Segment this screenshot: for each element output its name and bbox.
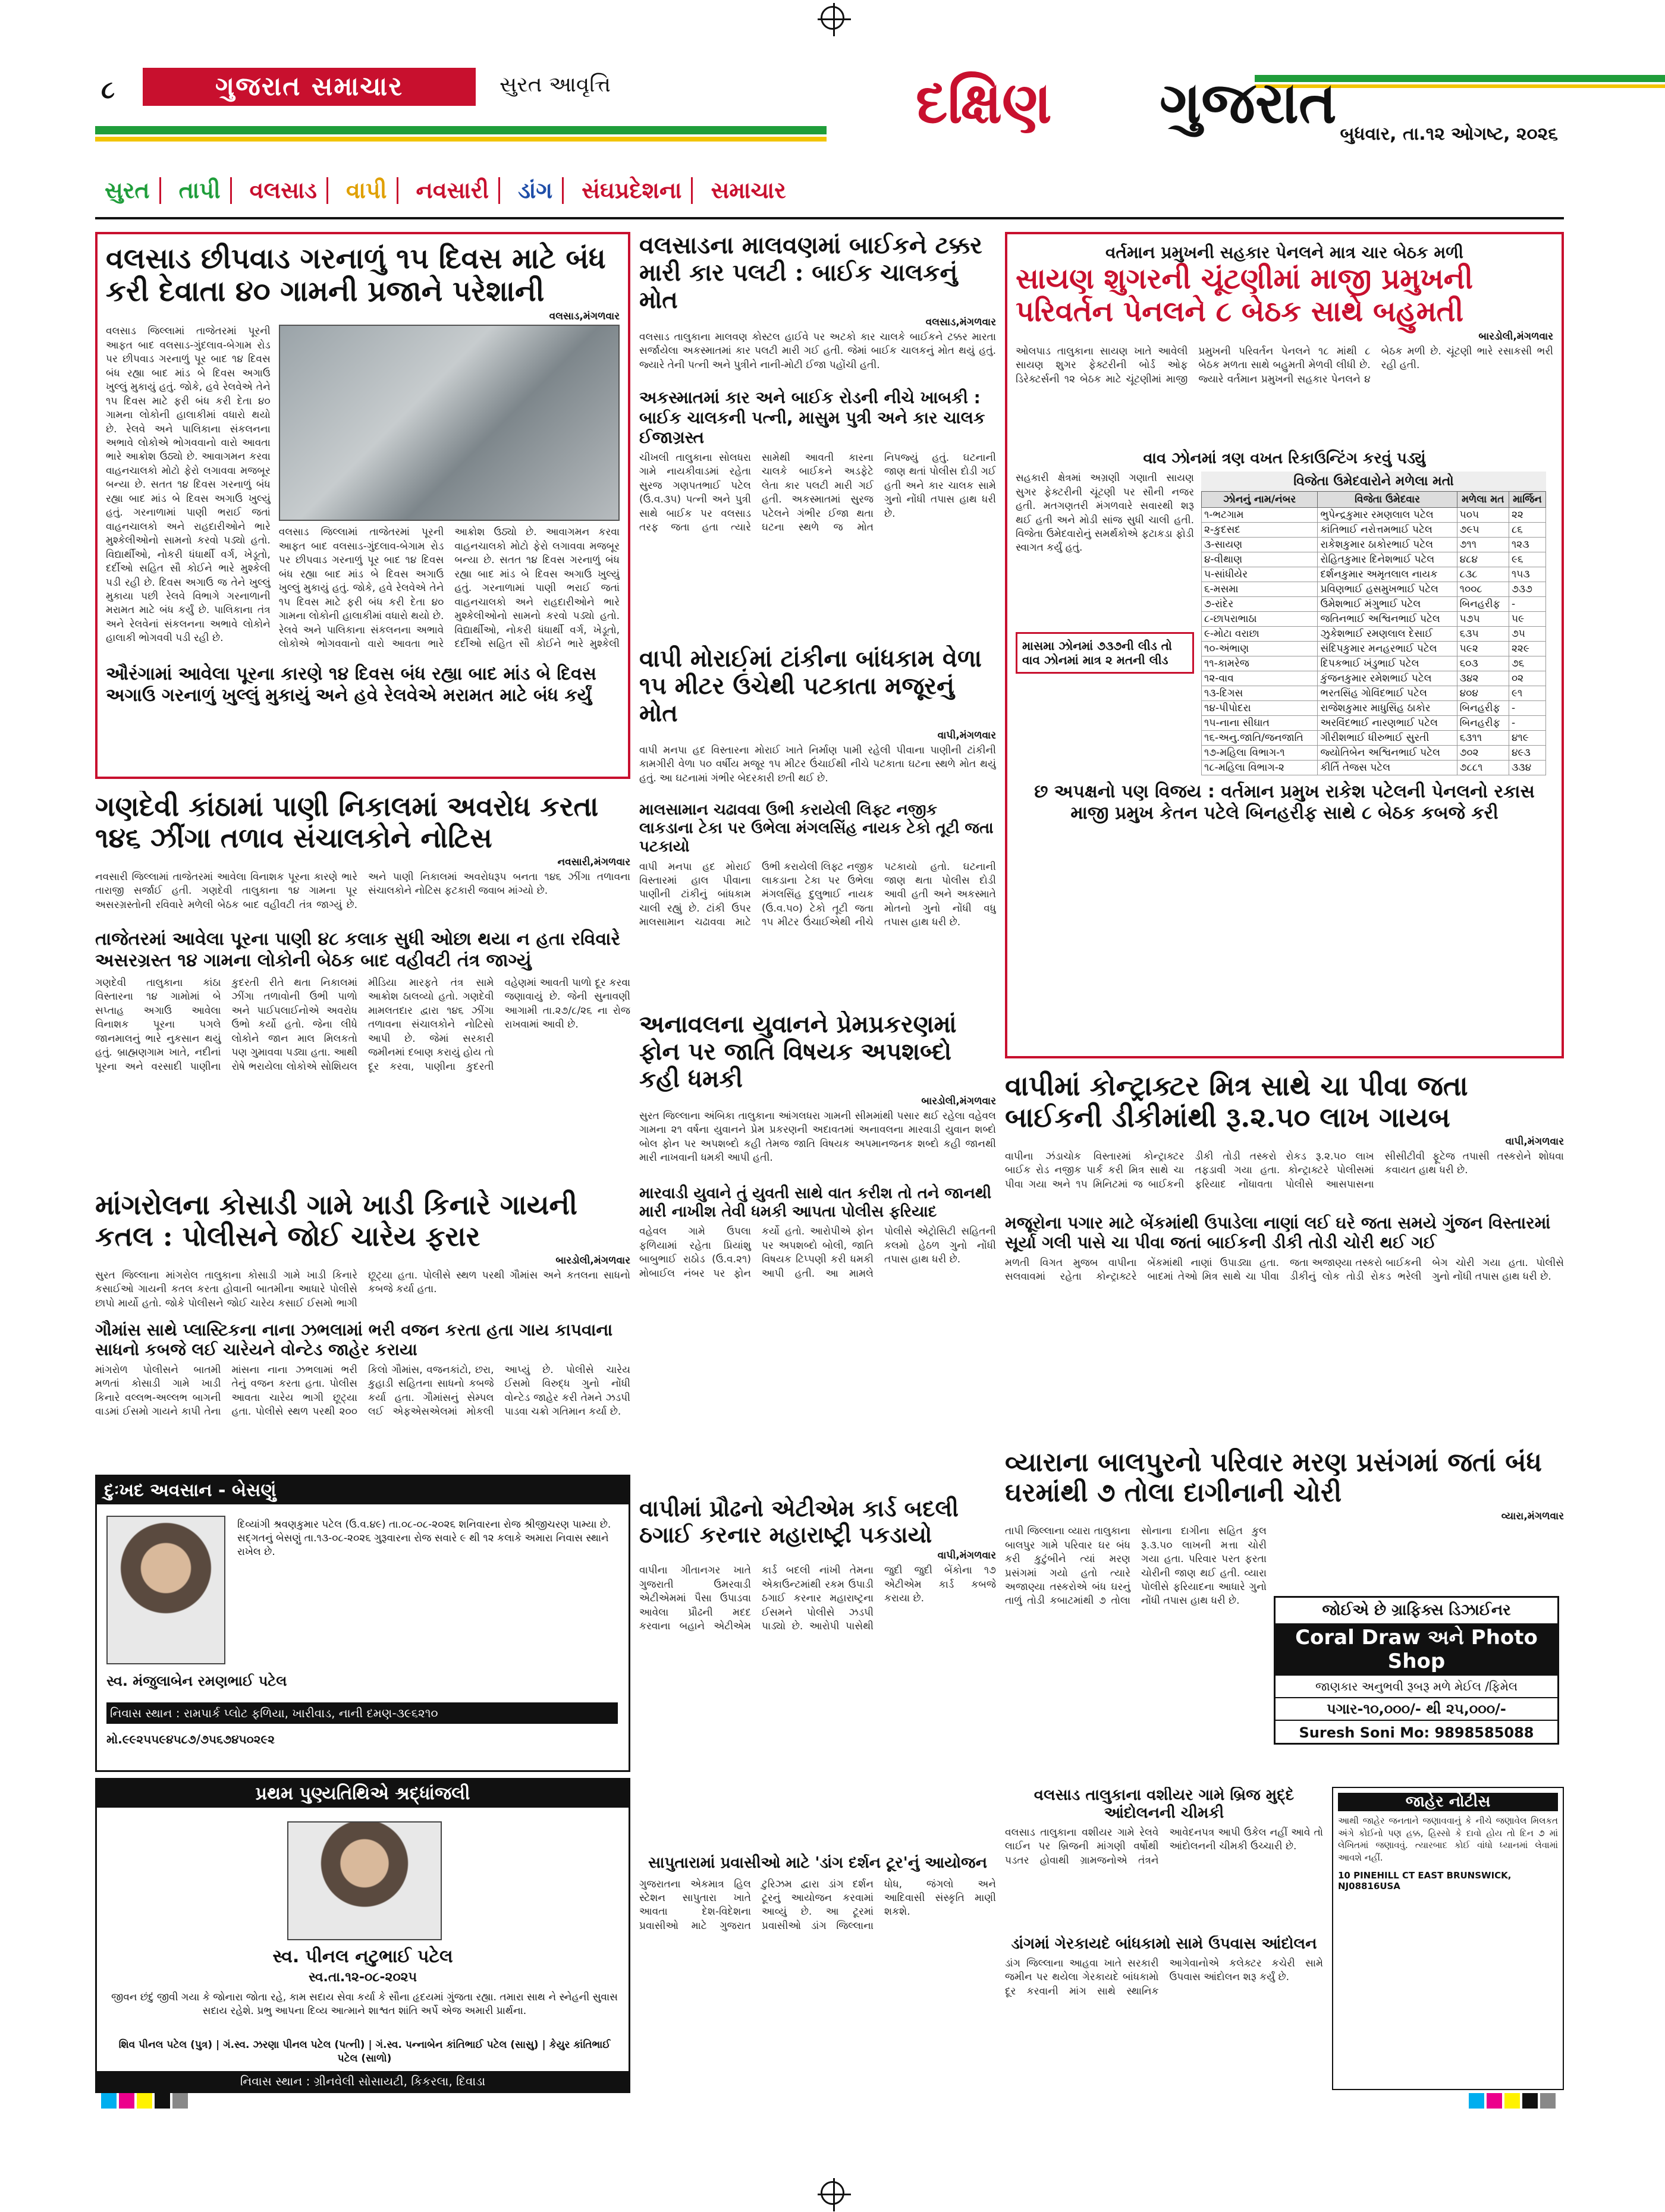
article-body: સહકારી ક્ષેત્રમાં અગ્રણી ગણાતી સાયણ સુગર ફેક્ટરીની ચૂંટણી પર સૌની નજર હતી. મતગણતરી મંગળવારે સવારથી શરૂ થઈ હતી અને મોડી સાંજ સુધી ચાલી હતી. વિજેતા ઉમેદવારોનું સમર્થકોએ ફટાકડા ફોડી સ્વાગત કર્યું હતું. xyxy=(1016,472,1194,554)
article-headline: વલસાડ તાલુકાના વશીયર ગામે બ્રિજ મુદ્દે આંદોલનની ચીમકી xyxy=(1033,1787,1295,1822)
saputara-body: ગુજરાતના એકમાત્ર હિલ સ્ટેશન સાપુતારા ખાતે આવતા દેશ-વિદેશના પ્રવાસીઓ માટે ગુજરાત ટુરિઝમ દ્વારા ડાંગ દર્શન ટૂરનું આયોજન કરવામાં આવ્યું છે. આ ટૂરમાં પ્રવાસીઓ ડાંગ જિલ્લાના ધોધ, જંગલો અને આદિવાસી સંસ્કૃતિ માણી શકશે. xyxy=(639,1878,996,1932)
table-cell: ૨૨૯ xyxy=(1509,642,1545,656)
section-title xyxy=(827,64,1564,159)
table-cell: ૮૩૮ xyxy=(1457,567,1509,582)
nav-item-navsari[interactable]: નવસારી xyxy=(407,177,501,204)
table-cell: બિનહરીફ xyxy=(1457,597,1509,612)
table-row xyxy=(1202,627,1546,642)
table-cell: ૬૦૩ xyxy=(1457,656,1509,671)
color-chip xyxy=(155,2093,170,2109)
table-cell: ૬૩૧૧ xyxy=(1457,731,1509,746)
tribute-text: જીવન છંદું જીવી ગયા કે જોનારા જોતા રહે, કામ સદાય સેવા કર્યા કે સૌના હૃદયમાં ગુંજતા રહ્યા. તમારા સાથ ને સ્નેહની સુવાસ સદાય રહેશે. પ્રભુ આપના દિવ્ય આત્માને શાશ્વત શાંતિ અર્પે એજ અમારી પ્રાર્થના. xyxy=(111,1991,618,2017)
article-body: ડાંગ જિલ્લાના આહવા ખાતે સરકારી જમીન પર થયેલા ગેરકાયદે બાંધકામો દૂર કરવાની માંગ સાથે સ્થાનિક આગેવાનોએ કલેક્ટર કચેરી સામે ઉપવાસ આંદોલન શરૂ કર્યું છે. xyxy=(1005,1957,1323,1997)
article-intro: સુરત જિલ્લાના અંબિકા તાલુકાના આંગલધરા ગામની સીમમાંથી પસાર થઈ રહેલા વહેવલ ગામના ૨૧ વર્ષના યુવાનને પ્રેમ પ્રકરણની અદાવતમાં અનાવલના મારવાડી યુવાન શબ્દો બોલ ફોન પર અપશબ્દો કહી તેમજ જાતિ વિષયક અપમાનજનક શબ્દો કહી જાનથી મારી નાખવાની ધમકી આપી હતી. xyxy=(639,1110,996,1164)
article-byline: બારડોલી,મંગળવાર xyxy=(1478,330,1553,343)
table-cell: રાજેશકુમાર માધુસિંહ ઠાકોર xyxy=(1318,701,1457,716)
table-cell: ૭૯૫ xyxy=(1457,523,1509,538)
article-headline: વાપીમાં કોન્ટ્રાક્ટર મિત્ર સાથે ચા પીવા જતા બાઈકની ડીકીમાંથી રૂ.૨.૫૦ લાખ ગાયબ xyxy=(1005,1070,1468,1133)
article-body: વલસાડ તાલુકાના વશીયર ગામે રેલવે લાઈન પર બ્રિજની માંગણી વર્ષોથી પડતર હોવાથી ગ્રામજનોએ તંત્રને આવેદનપત્ર આપી ઉકેલ નહીં આવે તો આંદોલનની ચીમકી ઉચ્ચારી છે. xyxy=(1005,1826,1323,1867)
table-row xyxy=(1202,746,1546,761)
article-body-continued: વલસાડ જિલ્લામાં તાજેતરમાં પૂરની આફત બાદ વલસાડ-ગુંદલાવ-બેગામ રોડ પર છીપવાડ ગરનાળું પૂર બાદ ૧૪ દિવસ બંધ રહ્યા બાદ માંડ બે દિવસ અગાઉ ખુલ્લું મુકાયું હતું. જોકે, હવે રેલવેએ તેને ૧૫ દિવસ માટે ફરી બંધ કરી દેતા ૪૦ ગામના લોકોની હાલાકીમાં વધારો થયો છે. રેલવે અને પાલિકાના સંકલનના અભાવે લોકોએ ભોગવવાનો વારો આવતા ભારે આક્રોશ ઉઠ્યો છે. આવાગમન કરવા વાહનચાલકો મોટો ફેરો લગાવવા મજબૂર બન્યા છે. સતત ૧૪ દિવસ ગરનાળું બંધ રહ્યા બાદ માંડ બે દિવસ અગાઉ ખુલ્યું હતું. ગરનાળામાં પાણી ભરાઈ જતાં વાહનચાલકો અને રાહદારીઓને ભારે મુશ્કેલીઓનો સામનો કરવો પડ્યો હતો. વિદ્યાર્થીઓ, નોકરી ધંધાર્થી વર્ગ, ખેડૂતો, દર્દીઓ સહિત સૌ કોઈને ભારે મુશ્કેલી xyxy=(278,526,620,650)
table-row xyxy=(1202,731,1546,746)
ad-software: Coral Draw અને Photo Shop xyxy=(1276,1623,1557,1676)
color-strip-left xyxy=(101,2093,188,2109)
article-byline: વાપી,મંગળવાર xyxy=(937,1550,996,1562)
table-cell: ૧૪-પીપોદરા xyxy=(1202,701,1318,716)
table-cell: ૪૦૪ xyxy=(1457,686,1509,701)
article-headline: ડાંગમાં ગેરકાયદે બાંધકામો સામે ઉપવાસ આંદોલન xyxy=(1011,1936,1317,1953)
table-cell: ૧-ભટગામ xyxy=(1202,508,1318,523)
article-gandevi-notice xyxy=(95,791,630,1183)
article-vyara-jewel-theft xyxy=(1005,1448,1564,1781)
table-cell: કુંજનકુમાર રમેશભાઈ પટેલ xyxy=(1318,671,1457,686)
nav-item-sanghpradesh[interactable]: સંઘપ્રદેશના xyxy=(572,177,693,204)
table-row xyxy=(1202,582,1546,597)
obituary-address: નિવાસ સ્થાન : રામપાર્ક પ્લોટ ફળિયા, ખારીવાડ, નાની દમણ-૩૯૬૨૧૦ xyxy=(106,1702,618,1724)
article-headline: અનાવલના યુવાનને પ્રેમપ્રકરણમાં ફોન પર જાતિ વિષયક અપશબ્દો કહી ધમકી xyxy=(639,1011,957,1093)
results-table xyxy=(1201,491,1546,775)
spacer xyxy=(416,1522,630,1528)
article-subheadline: મજૂરોના પગાર માટે બેંકમાંથી ઉપાડેલા નાણાં લઈ ઘરે જતા સમયે ગુંજન વિસ્તારમાં સૂર્યા ગલી પાસે ચા પીવા જતાં બાઈકની ડીકી તોડી ચોરી થઈ ગઈ xyxy=(1005,1212,1551,1253)
nav-item-samachar[interactable]: સમાચાર xyxy=(711,177,786,203)
color-chip xyxy=(1504,2093,1520,2109)
table-cell: ૨-કુદસદ xyxy=(1202,523,1318,538)
table-cell: ઉમેશભાઈ મંગુભાઈ પટેલ xyxy=(1318,597,1457,612)
table-cell: ૩૩૪ xyxy=(1509,761,1545,775)
article-vapi-atm-fraud xyxy=(639,1495,996,2090)
table-cell: ૯-મોટા વરાછા xyxy=(1202,627,1318,642)
table-cell: ભુપેન્દ્રકુમાર રમણલાલ પટેલ xyxy=(1318,508,1457,523)
color-chip xyxy=(172,2093,188,2109)
article-byline: વલસાડ,મંગળવાર xyxy=(549,310,620,323)
spacer-2 xyxy=(639,1498,645,1504)
table-cell: કીર્તિ તેજસ પટેલ xyxy=(1318,761,1457,775)
table-cell: ૭૫ xyxy=(1509,627,1545,642)
article-body: વાપીના ગીતાનગર ખાતે ગુજરાતી ઉમરવાડી એટીએમમાં પૈસા ઉપાડવા આવેલા પ્રૌઢની મદદ કરવાના બહાને એટીએમ કાર્ડ બદલી નાંખી તેમના એકાઉન્ટમાંથી રકમ ઉપાડી ઠગાઈ કરનાર મહારાષ્ટ્રના ઈસમને પોલીસે ઝડપી પાડ્યો છે. આરોપી પાસેથી જુદી જુદી બેંકોના ૧૭ એટીએમ કાર્ડ કબજે કરાયા છે. xyxy=(639,1564,996,1633)
nav-item-surat[interactable]: સુરત xyxy=(95,177,161,204)
table-cell: ૮-છાપરાભાઠા xyxy=(1202,612,1318,627)
table-row xyxy=(1202,567,1546,582)
table-row xyxy=(1202,642,1546,656)
results-column-header: માર્જિન xyxy=(1509,492,1545,508)
table-cell: ૫૯૨ xyxy=(1457,642,1509,656)
article-headline: માંગરોલના કોસાડી ગામે ખાડી કિનારે ગાયની કતલ : પોલીસને જોઈ ચારેય ફરાર xyxy=(95,1189,577,1252)
table-cell: ૭-રાંદેર xyxy=(1202,597,1318,612)
article-lead-in: વર્તમાન પ્રમુખની સહકાર પેનલને માત્ર ચાર બેઠક મળી xyxy=(1105,243,1464,262)
table-cell: ૧૫-નાના સીઘાત xyxy=(1202,716,1318,731)
tribute-name: સ્વ. પીનલ નટુભાઈ પટેલ xyxy=(272,1946,453,1967)
table-cell: પ્રવિણભાઈ હસમુખભાઈ પટેલ xyxy=(1318,582,1457,597)
table-cell: ૯૬ xyxy=(1509,552,1545,567)
article-subheadline: મારવાડી યુવાને તું યુવતી સાથે વાત કરીશ તો તને જાનથી મારી નાખીશ તેવી ધમકી આપતા પોલીસ ફરિયાદ xyxy=(639,1184,992,1221)
table-cell: ૧૭-મહિલા વિભાગ-૧ xyxy=(1202,746,1318,761)
article-byline: વાપી,મંગળવાર xyxy=(1505,1135,1564,1148)
tribute-address: નિવાસ સ્થાન : ગ્રીનવેલી સોસાયટી, કિકરલા, દિવાડા xyxy=(97,2071,629,2091)
table-cell: ૮૬ xyxy=(1509,523,1545,538)
color-chip xyxy=(119,2093,134,2109)
section-title-black: ગુજરાત xyxy=(1160,69,1337,136)
results-column-header: વિજેતા ઉમેદવાર xyxy=(1318,492,1457,508)
table-cell: રાકેશકુમાર ઠાકોરભાઈ પટેલ xyxy=(1318,538,1457,552)
color-chip xyxy=(1487,2093,1502,2109)
article-vapi-worker-death xyxy=(639,645,996,1002)
saputara-headline: સાપુતારામાં પ્રવાસીઓ માટે 'ડાંગ દર્શન ટૂર'નું આયોજન xyxy=(648,1854,987,1872)
article-subheadline: ઔરંગામાં આવેલા પૂરના કારણે ૧૪ દિવસ બંધ રહ્યા બાદ માંડ બે દિવસ અગાઉ ગરનાળું ખુલ્લું મુકાયું અને હવે રેલવેએ મરામત માટે બંધ કર્યું xyxy=(106,664,596,706)
table-cell: જતિનભાઈ અશ્વિનભાઈ પટેલ xyxy=(1318,612,1457,627)
article-side-note: માસમા ઝોનમાં ૭૩૭ની લીડ તો વાવ ઝોનમાં માત્ર ૨ મતની લીડ xyxy=(1016,632,1194,674)
article-body: વલસાડ જિલ્લામાં તાજેતરમાં પૂરની આફત બાદ વલસાડ-ગુંદલાવ-બેગામ રોડ પર છીપવાડ ગરનાળું પૂર બાદ ૧૪ દિવસ બંધ રહ્યા બાદ માંડ બે દિવસ અગાઉ ખુલ્લું મુકાયું હતું. જોકે, હવે રેલવેએ તેને ૧૫ દિવસ માટે ફરી બંધ કરી દેતા ૪૦ ગામના લોકોની હાલાકીમાં વધારો થયો છે. રેલવે અને પાલિકાના સંકલનના અભાવે લોકોએ ભોગવવાનો વારો આવતા ભારે આક્રોશ ઉઠ્યો છે. આવાગમન કરવા વાહનચાલકો મોટો ફેરો લગાવવા મજબૂર બન્યા છે. સતત ૧૪ દિવસ ગરનાળું બંધ રહ્યા બાદ માંડ બે દિવસ અગાઉ ખુલ્યું હતું. ગરનાળામાં પાણી ભરાઈ જતાં વાહનચાલકો અને રાહદારીઓને ભારે મુશ્કેલીઓનો સામનો કરવો પડ્યો હતો. વિદ્યાર્થીઓ, નોકરી ધંધાર્થી વર્ગ, ખેડૂતો, દર્દીઓ સહિત સૌ કોઈને ભારે મુશ્કેલી પડી રહી છે. દિવસ અગાઉ જ તેને ખુલ્લું મુકાયા પછી રેલવે વિભાગે ગરનાળાની મરામત માટે બંધ કર્યું છે. પાલિકાના તંત્ર અને રેલવેનાં સંકલનના અભાવે લોકોને હાલાકી ભોગવવી પડી રહી છે. xyxy=(106,325,271,645)
obituary-text: દિવ્યાંગી શ્રવણકુમાર પટેલ (ઉ.વ.૪૯) તા.૦૮-૦૮-૨૦૨૬ શનિવારના રોજ શ્રીજીચરણ પામ્યા છે. સદ્‌ગતનું બેસણું તા.૧૩-૦૮-૨૦૨૬ ગુરૂવારના રોજ સવારે ૯ થી ૧૨ કલાકે અમારા નિવાસ સ્થાને રાખેલ છે. xyxy=(237,1519,611,1558)
paper-name-logo: ગુજરાત સમાચાર xyxy=(143,68,476,106)
article-byline: બારડોલી,મંગળવાર xyxy=(555,1254,630,1267)
article-kosadi-cattle xyxy=(95,1189,630,1463)
nav-rule xyxy=(95,217,1564,219)
nav-item-valsad[interactable]: વલસાડ xyxy=(240,177,328,204)
page-number: ૮ xyxy=(101,75,115,104)
table-row xyxy=(1202,716,1546,731)
article-subheadline: અકસ્માતમાં કાર અને બાઈક રોડની નીચે ખાબકી : બાઈક ચાલકની પત્ની, માસુમ પુત્રી અને કાર ચાલક ઈજાગ્રસ્ત xyxy=(639,388,985,448)
color-strip-right xyxy=(1469,2093,1556,2109)
table-cell: ૭૩૭ xyxy=(1509,582,1545,597)
masthead-yellow-bar xyxy=(95,137,827,142)
table-cell: ૪-વીથાણ xyxy=(1202,552,1318,567)
article-malvan-accident xyxy=(639,232,996,636)
table-cell: ૫-સાંધીયેર xyxy=(1202,567,1318,582)
table-cell: ૧૮-મહિલા વિભાગ-૨ xyxy=(1202,761,1318,775)
table-cell: ૫૦૫ xyxy=(1457,508,1509,523)
table-row xyxy=(1202,523,1546,538)
table-cell: બિનહરીફ xyxy=(1457,716,1509,731)
table-cell: - xyxy=(1509,701,1545,716)
table-row xyxy=(1202,538,1546,552)
table-row xyxy=(1202,761,1546,775)
table-cell: ગીરીશભાઈ ધીરુભાઈ સુરતી xyxy=(1318,731,1457,746)
table-cell: ૧૦૦૮ xyxy=(1457,582,1509,597)
obituary-name: સ્વ. મંજુલાબેન રમણભાઈ પટેલ xyxy=(106,1673,287,1689)
table-cell: ૦૨ xyxy=(1509,671,1545,686)
article-headline: વલસાડ છીપવાડ ગરનાળું ૧૫ દિવસ માટે બંધ કરી દેવાતા ૪૦ ગામની પ્રજાને પરેશાની xyxy=(106,242,606,309)
table-cell: ૧૩-દિગસ xyxy=(1202,686,1318,701)
results-column-header: મળેલા મત xyxy=(1457,492,1509,508)
obituary-tribute xyxy=(95,1778,630,2093)
table-cell: સંદિપકુમાર મનહરભાઈ પટેલ xyxy=(1318,642,1457,656)
ad-line: જાણકાર અનુભવી રૂબરૂ મળે મેઈલ /ફિમેલ xyxy=(1315,1679,1518,1694)
table-cell: ૪૧૯ xyxy=(1509,731,1545,746)
table-row xyxy=(1202,686,1546,701)
table-cell: ૪૯૩ xyxy=(1509,746,1545,761)
table-cell: ભરતસિંહ ગોવિંદભાઈ પટેલ xyxy=(1318,686,1457,701)
ad-title: જોઈએ છે ગ્રાફિક્સ ડિઝાઈનર xyxy=(1322,1601,1511,1620)
table-cell: ૧૨૩ xyxy=(1509,538,1545,552)
tribute-date: સ્વ.તા.૧૨-૦૮-૨૦૨૫ xyxy=(308,1970,417,1985)
color-chip xyxy=(1540,2093,1556,2109)
article-subheadline: માલસામાન ચઢાવવા ઉભી કરાયેલી લિફ્ટ નજીક લાકડાના ટેકા પર ઉભેલા મંગલસિંહ નાયક ટેકો તૂટી જતા પટકાયો xyxy=(639,801,994,856)
notice-title: જાહેર નોટીસ xyxy=(1338,1793,1558,1811)
article-headline: વાપી મોરાઈમાં ટાંકીના બાંધકામ વેળા ૧૫ મીટર ઉંચેથી પટકાતા મજૂરનું મોત xyxy=(639,645,982,727)
table-cell: ૭૬ xyxy=(1509,656,1545,671)
article-sayan-sugar-election xyxy=(1005,232,1564,1058)
article-subheadline: તાજેતરમાં આવેલા પૂરના પાણી ૪૮ કલાક સુધી ઓછા થયા ન હતા રવિવારે અસરગ્રસ્ત ૧૪ ગામના લોકોની બેઠક બાદ વહીવટી તંત્ર જાગ્યું xyxy=(95,928,621,971)
edition-label: સુરત આવૃત્તિ xyxy=(500,73,611,97)
table-cell: ૧૬-અનુ.જાતિ/જનજાતિ xyxy=(1202,731,1318,746)
article-headline: વલસાડના માલવણમાં બાઈકને ટક્કર મારી કાર પલટી : બાઈક ચાલકનું મોત xyxy=(639,232,982,314)
table-cell: ઝુકેશભાઈ રમણલાલ દેસાઈ xyxy=(1318,627,1457,642)
ad-salary: પગાર-૧૦,૦૦૦/- થી ૨૫,૦૦૦/- xyxy=(1276,1697,1557,1721)
notice-body: આથી જાહેર જનતાને જણાવવાનું કે નીચે જણાવેલ મિલકત અંગે કોઈનો પણ હક્ક, હિસ્સો કે દાવો હોય તો દિન ૭ માં લેખિતમાં જણાવવું. ત્યારબાદ કોઈ વાંધો ધ્યાનમાં લેવામાં આવશે નહીં. xyxy=(1338,1815,1558,1864)
article-body: તાપી જિલ્લાના વ્યારા તાલુકાના બાલપુર ગામે પરિવાર ઘર બંધ કરી કુટુંબીને ત્યાં મરણ પ્રસંગમાં ગયો હતો ત્યારે અજાણ્યા તસ્કરોએ બંધ ઘરનું તાળું તોડી કબાટમાંથી ૭ તોલા સોનાના દાગીના સહિત કુલ રૂ.૩.૫૦ લાખની મત્તા ચોરી ગયા હતા. પરિવાર પરત ફરતા ચોરીની જાણ થઈ હતી. વ્યારા પોલીસે ફરિયાદના આધારે ગુનો નોંધી તપાસ હાથ ધરી છે. xyxy=(1005,1525,1267,1607)
masthead xyxy=(95,64,1564,159)
section-title-red: દક્ષિણ xyxy=(916,69,1052,136)
table-cell: ૧૨-વાવ xyxy=(1202,671,1318,686)
article-headline: ગણદેવી કાંઠામાં પાણી નિકાલમાં અવરોધ કરતા ૧૪૬ ઝીંગા તળાવ સંચાલકોને નોટિસ xyxy=(95,791,599,854)
table-row xyxy=(1202,508,1546,523)
table-cell: ૩-સાયણ xyxy=(1202,538,1318,552)
color-chip xyxy=(101,2093,117,2109)
nav-item-tapi[interactable]: તાપી xyxy=(169,177,232,204)
article-dang-protest xyxy=(1005,1936,1323,2090)
tribute-heading: પ્રથમ પુણ્યતિથિએ શ્રદ્ધાંજલી xyxy=(97,1780,629,1808)
table-cell: ૧૫૩ xyxy=(1509,567,1545,582)
public-notice xyxy=(1332,1787,1564,2090)
article-headline: વાપીમાં પ્રૌઢનો એટીએમ કાર્ડ બદલી ઠગાઈ કરનાર મહારાષ્ટ્રી પકડાયો xyxy=(639,1495,959,1548)
results-table-title: વિજેતા ઉમેદવારોને મળેલા મતો xyxy=(1201,472,1546,491)
table-row xyxy=(1202,552,1546,567)
article-body: વાપી મનપા હદ મોરાઈ વિસ્તારમાં હાલ પીવાના પાણીની ટાંકીનું બાંધકામ ચાલી રહ્યું છે. ટાંકી ઉપર માલસામાન ચઢાવવા માટે ઉભી કરાયેલી લિફ્ટ નજીક લાકડાના ટેકા પર ઉભેલા મંગલસિંહ દુલુભાઈ નાયક (ઉ.વ.૫૦) ટેકો તૂટી જતા ૧૫ મીટર ઉંચાઈએથી નીચે પટકાયો હતો. ઘટનાની જાણ થતા પોલીસ દોડી આવી હતી અને અકસ્માતે મોતનો ગુનો નોંધી વધુ તપાસ હાથ ધરી છે. xyxy=(639,860,996,929)
obituary-photo xyxy=(106,1516,225,1664)
article-intro: વલસાડ તાલુકાના માલવણ કોસ્ટલ હાઈવે પર અટકો કાર ચાલકે બાઈકને ટક્કર મારતા સર્જાયેલા અકસ્માતમાં કાર પલટી મારી ગઈ હતી. જેમાં બાઈક ચાલકનું મોત થયું હતું. જ્યારે તેની પત્ની અને પુત્રીને નાની-મોટી ઈજા પહોંચી હતી. xyxy=(639,331,996,371)
article-intro: વાપીના ઝંડાચોક વિસ્તારમાં કોન્ટ્રાક્ટર બાઈક રોડ નજીક પાર્ક કરી મિત્ર સાથે ચા પીવા ગયા અને ૧૫ મિનિટમાં જ બાઈકની ડીકી તોડી તસ્કરો રોકડ રૂ.૨.૫૦ લાખ તફડાવી ગયા હતા. કોન્ટ્રાક્ટરે પોલીસમાં ફરિયાદ નોંધાવતા પોલીસે આસપાસના સીસીટીવી ફૂટેજ તપાસી તસ્કરોને શોધવા કવાયત હાથ ધરી છે. xyxy=(1005,1150,1564,1190)
ad-graphic-designer xyxy=(1274,1596,1559,1745)
article-byline: વાપી,મંગળવાર xyxy=(937,730,996,741)
results-column-header: ઝોનનું નામ/નંબર xyxy=(1202,492,1318,508)
article-vashiyar-bridge xyxy=(1005,1787,1323,1930)
article-headline: વ્યારાના બાલપુરનો પરિવાર મરણ પ્રસંગમાં જતાં બંધ ઘરમાંથી ૭ તોલા દાગીનાની ચોરી xyxy=(1005,1448,1543,1508)
color-chip xyxy=(1469,2093,1484,2109)
obituary-phone: મો.૯૯૨૫૫૯૪૫૮૭/૭૫૬૭૪૫૦૨૯૨ xyxy=(106,1732,275,1746)
table-cell: બિનહરીફ xyxy=(1457,701,1509,716)
article-intro: વાપી મનપા હદ વિસ્તારના મોરાઈ ખાતે નિર્માણ પામી રહેલી પીવાના પાણીની ટાંકીની કામગીરી વેળા ૫૦ વર્ષીય મજૂર ૧૫ મીટર ઉંચાઈથી નીચે પટકાતા ઘટના સ્થળે મોત થયું હતું. આ ઘટનામાં ગંભીર બેદરકારી છતી થઈ છે. xyxy=(639,744,996,784)
table-cell: ૭૧૧ xyxy=(1457,538,1509,552)
article-subheadline: ગૌમાંસ સાથે પ્લાસ્ટિકના નાના ઝભલામાં ભરી વજન કરતા હતા ગાય કાપવાના સાધનો કબજે લઈ ચારેયને વોન્ટેડ જાહેર કરાયા xyxy=(95,1319,613,1360)
article-body: ચીખલી તાલુકાના સોલધરા ગામે નાયકીવાડમાં રહેતા સુરજ ગણપતભાઈ પટેલ (ઉ.વ.૩૫) પત્ની અને પુત્રી સાથે બાઈક પર વલસાડ તરફ જતા હતા ત્યારે સામેથી આવતી કારના ચાલકે બાઈકને અડફેટે લેતા કાર પલટી મારી ગઈ હતી. અકસ્માતમાં સુરજ પટેલને ગંભીર ઈજા થતા ઘટના સ્થળે જ મોત નિપજ્યું હતું. ઘટનાની જાણ થતાં પોલીસ દોડી ગઈ હતી અને કાર ચાલક સામે ગુનો નોંધી તપાસ હાથ ધરી છે. xyxy=(639,451,996,534)
table-cell: રોહિતકુમાર દિનેશભાઈ પટેલ xyxy=(1318,552,1457,567)
issue-date: બુધવાર, તા.૧૨ ઓગષ્ટ, ૨૦૨૬ xyxy=(1340,124,1558,144)
table-cell: દિપકભાઈ ખંડુભાઈ પટેલ xyxy=(1318,656,1457,671)
article-photo-culvert xyxy=(279,325,620,521)
article-byline: વ્યારા,મંગળવાર xyxy=(1501,1510,1564,1523)
article-anaval-threat xyxy=(639,1011,996,1487)
ad-contact: Suresh Soni Mo: 9898585088 xyxy=(1299,1724,1534,1742)
registration-mark-top xyxy=(821,6,844,30)
article-byline: બારડોલી,મંગળવાર xyxy=(921,1095,996,1107)
table-cell: ૭૮૮૧ xyxy=(1457,761,1509,775)
table-cell: દર્શનકુમાર અમૃતલાલ નાયક xyxy=(1318,567,1457,582)
masthead-green-bar xyxy=(95,126,827,134)
article-body: માંગરોળ પોલીસને બાતમી મળતાં કોસાડી ગામે ખાડી કિનારે વલ્લભ-અલ્લભ બાગની વાડમાં ઈસમો ગાયને કાપી તેના માંસના નાના ઝભલામાં ભરી તેનું વજન કરતા હતા. પોલીસ આવતા ચારેય ભાગી છૂટ્યા હતા. પોલીસે સ્થળ પરથી ૨૦૦ કિલો ગૌમાંસ, વજનકાંટો, છરા, કુહાડી સહિતના સાધનો કબજે કર્યા હતા. ગૌમાંસનું સેમ્પલ લઈ એફએસએલમાં મોકલી આપ્યું છે. પોલીસે ચારેય ઈસમો વિરુદ્ધ ગુનો નોંધી વોન્ટેડ જાહેર કરી તેમને ઝડપી પાડવા ચક્રો ગતિમાન કર્યા છે. xyxy=(95,1363,630,1418)
article-body: મળતી વિગત મુજબ વાપીના સલવાવમાં રહેતા કોન્ટ્રાક્ટરે બેંકમાંથી નાણાં ઉપાડ્યા હતા. બાદમાં તેઓ મિત્ર સાથે ચા પીવા જતા અજાણ્યા તસ્કરો બાઈકની ડીકીનું લોક તોડી રોકડ ભરેલી બેગ ચોરી ગયા હતા. પોલીસે ગુનો નોંધી તપાસ હાથ ધરી છે. xyxy=(1005,1256,1564,1283)
obituary-heading: દુઃખદ અવસાન - બેસણું xyxy=(97,1476,629,1504)
article-vapi-bike-theft xyxy=(1005,1070,1564,1439)
table-row xyxy=(1202,612,1546,627)
color-chip xyxy=(1522,2093,1538,2109)
table-cell: ૯૧ xyxy=(1509,686,1545,701)
table-cell: - xyxy=(1509,597,1545,612)
table-cell: ૪૮૪ xyxy=(1457,552,1509,567)
table-cell: ૩૪૨ xyxy=(1457,671,1509,686)
table-cell: ૧૦-અંભાણ xyxy=(1202,642,1318,656)
obituary-besanu xyxy=(95,1475,630,1772)
nav-item-vapi[interactable]: વાપી xyxy=(337,177,398,204)
tribute-family: શિવ પીનલ પટેલ (પુત્ર) | ગં.સ્વ. ઝરણા પીનલ પટેલ (પત્ની) | ગં.સ્વ. પન્નાબેન કાંતિભાઈ પટેલ (સાસુ) | કેયુર કાંતિભાઈ પટેલ (સાળો) xyxy=(118,2039,611,2065)
article-bottom-headline: છ અપક્ષનો પણ વિજય : વર્તમાન પ્રમુખ રાકેશ પટેલની પેનલનો રકાસ માજી પ્રમુખ કેતન પટેલે બિનહરીફ સાથે ૮ બેઠક કબજે કરી xyxy=(1034,781,1535,824)
article-byline: વલસાડ,મંગળવાર xyxy=(925,316,996,328)
table-cell: કાંતિભાઈ નરોત્તમભાઈ પટેલ xyxy=(1318,523,1457,538)
article-headline: સાયણ શુગરની ચૂંટણીમાં માજી પ્રમુખની પરિવર્તન પેનલને ૮ બેઠક સાથે બહુમતી xyxy=(1016,262,1474,328)
article-intro: નવસારી જિલ્લામાં તાજેતરમાં આવેલા વિનાશક પૂરના કારણે ભારે તારાજી સર્જાઈ હતી. ગણદેવી તાલુકાના ૧૪ ગામના પૂર અસરગ્રસ્તોની રવિવારે મળેલી બેઠક બાદ વહીવટી તંત્ર જાગ્યું છે. અને પાણી નિકાલમાં અવરોધરૂપ બનતા ૧૪૬ ઝીંગા તળાવના સંચાલકોને નોટિસ ફટકારી જવાબ માંગ્યો છે. xyxy=(95,871,630,911)
notice-address: 10 PINEHILL CT EAST BRUNSWICK, NJ08816USA xyxy=(1338,1869,1512,1891)
article-subheadline: વાવ ઝોનમાં ત્રણ વખત રિકાઉન્ટિંગ કરવું પડ્યું xyxy=(1143,449,1426,467)
table-cell: ૫૯ xyxy=(1509,612,1545,627)
table-cell: - xyxy=(1509,716,1545,731)
table-cell: અરવિંદભાઈ નારણભાઈ પટેલ xyxy=(1318,716,1457,731)
table-row xyxy=(1202,701,1546,716)
article-intro: સુરત જિલ્લાના માંગરોલ તાલુકાના કોસાડી ગામે ખાડી કિનારે કસાઈઓ ગાયની કતલ કરતા હોવાની બાતમીના આધારે પોલીસે છાપો માર્યો હતો. જોકે પોલીસને જોઈ ચારેય કસાઈ ઈસમો ભાગી છૂટ્યા હતા. પોલીસે સ્થળ પરથી ગૌમાંસ અને કતલના સાધનો કબજે કર્યા હતા. xyxy=(95,1269,630,1309)
article-body: ગણદેવી તાલુકાના કાંઠા વિસ્તારના ૧૪ ગામોમાં બે સપ્તાહ અગાઉ આવેલા વિનાશક પૂરના પગલે જાનમાલનું ભારે નુકસાન થયું હતું. બ્રાહ્મણગામ ખાતે, નદીનાં પૂરના અને વરસાદી પાણીના કુદરતી રીતે થતા નિકાલમાં ઝીંગા તળાવોની ઉભી પાળો અને પાઈપલાઈનોએ અવરોધ ઉભો કર્યો હતો. જેના લીધે લોકોને જાન માલ મિલકતો પણ ગુમાવવા પડ્યા હતા. આથી રોષે ભરાયેલા લોકોએ સોશિયલ મીડિયા મારફતે તંત્ર સામે આક્રોશ ઠાલવ્યો હતો. ગણદેવી મામલતદાર દ્વારા ૧૪૬ ઝીંગા તળાવના સંચાલકોને નોટિસો આપી છે. જેમાં સરકારી જમીનમાં દબાણ કરાયું હોય તો દૂર કરવા, પાણીના કુદરતી વહેણમાં આવતી પાળો દૂર કરવા જણાવાયું છે. જેની સુનાવણી આગામી તા.૨૭/૮/૨૬ ના રોજ રાખવામાં આવી છે. xyxy=(95,976,630,1073)
article-body: વહેવલ ગામે ઉપલા ફળિયામાં રહેતા પ્રિયાંશુ બાબુભાઈ રાઠોડ (ઉ.વ.૨૧) મોબાઈલ નંબર પર ફોન કર્યો હતો. આરોપીએ ફોન પર અપશબ્દો બોલી, જાતિ વિષયક ટિપ્પણી કરી ધમકી આપી હતી. આ મામલે પોલીસે એટ્રોસિટી સહિતની કલમો હેઠળ ગુનો નોંધી તપાસ હાથ ધરી છે. xyxy=(639,1226,996,1280)
table-row xyxy=(1202,656,1546,671)
color-chip xyxy=(137,2093,152,2109)
region-nav xyxy=(95,172,1564,208)
table-cell: ૬૩૫ xyxy=(1457,627,1509,642)
nav-item-dang[interactable]: ડાંગ xyxy=(508,177,564,204)
table-row xyxy=(1202,671,1546,686)
table-cell: ૭૦૨ xyxy=(1457,746,1509,761)
article-valsad-culvert xyxy=(95,232,630,779)
tribute-photo xyxy=(287,1821,442,1940)
article-intro: ઓલપાડ તાલુકાના સાયણ ખાતે આવેલી સાયણ શુગર ફેક્ટરીની બોર્ડ ઓફ ડિરેક્ટર્સની ૧૨ બેઠક માટે ચૂંટણીમાં માજી પ્રમુખની પરિવર્તન પેનલને ૧૮ માંથી ૮ બેઠક મળતા સાથે બહુમતી મેળવી લીધી છે. જ્યારે વર્તમાન પ્રમુખની સહકાર પેનલને ૪ બેઠક મળી છે. ચૂંટણી ભારે રસાકસી ભરી રહી હતી. xyxy=(1016,345,1553,385)
table-cell: જ્યોતિબેન અશ્વિનભાઈ પટેલ xyxy=(1318,746,1457,761)
table-cell: ૬-મસમા xyxy=(1202,582,1318,597)
article-byline: નવસારી,મંગળવાર xyxy=(557,856,630,868)
table-cell: ૨૨ xyxy=(1509,508,1545,523)
table-cell: ૧૧-કામરેજ xyxy=(1202,656,1318,671)
registration-mark-bottom xyxy=(821,2181,844,2205)
table-cell: ૫૭૫ xyxy=(1457,612,1509,627)
table-row xyxy=(1202,597,1546,612)
